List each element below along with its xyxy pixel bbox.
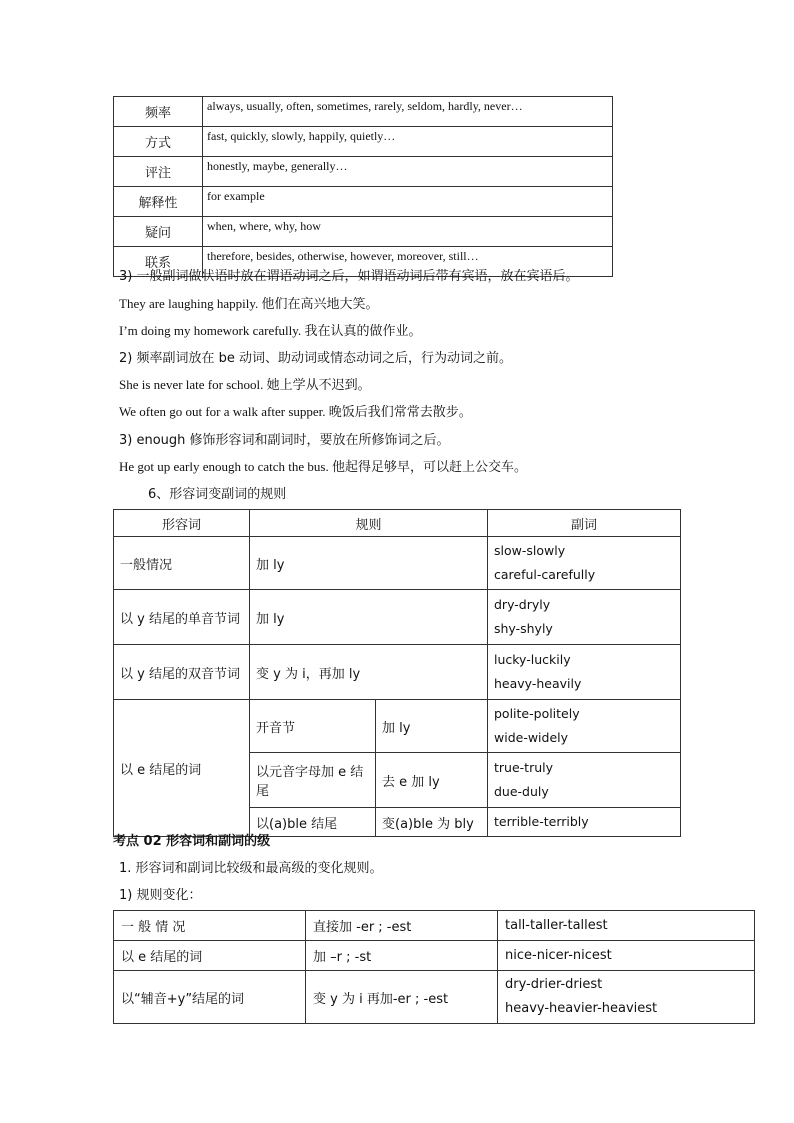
example-sentence: He got up early enough to catch the bus. 他起得足够早，可以赶上公交车。	[119, 459, 527, 474]
adj-type: 以 e 结尾的词	[114, 700, 250, 837]
table-row	[114, 911, 755, 941]
example-sentence: I’m doing my homework carefully. 我在认真的做作业。	[119, 323, 422, 338]
example: terrible-terribly	[494, 814, 589, 829]
example-sentence: She is never late for school. 她上学从不迟到。	[119, 377, 371, 392]
example: heavy-heavier-heaviest	[505, 1001, 658, 1016]
section-heading: 6、形容词变副词的规则	[148, 487, 287, 502]
category-label: 疑问	[114, 217, 203, 247]
examples	[498, 941, 755, 971]
table-row	[114, 217, 613, 247]
rule: 加 –r ; -st	[306, 941, 498, 971]
adj-type: 一般情况	[114, 537, 250, 590]
example: due-duly	[494, 784, 549, 799]
rule: 变(a)ble 为 bly	[376, 808, 488, 837]
examples	[498, 971, 755, 1024]
examples	[488, 700, 681, 753]
category-examples: when, where, why, how	[203, 217, 613, 247]
category-examples: therefore, besides, otherwise, however, moreover, still…	[203, 247, 613, 277]
example: shy-shyly	[494, 621, 553, 636]
category-examples: for example	[203, 187, 613, 217]
adverb-category-table	[113, 96, 613, 277]
category-label: 解释性	[114, 187, 203, 217]
table-row	[114, 157, 613, 187]
word-type: 一 般 情 况	[114, 911, 306, 941]
example: slow-slowly	[494, 543, 566, 558]
adj-type: 以 y 结尾的双音节词	[114, 645, 250, 700]
category-label: 联系	[114, 247, 203, 277]
example: dry-drier-driest	[505, 977, 603, 992]
sub-condition: 以(a)ble 结尾	[250, 808, 376, 837]
example: heavy-heavily	[494, 676, 582, 691]
examples	[488, 590, 681, 645]
examples	[488, 808, 681, 837]
category-examples: honestly, maybe, generally…	[203, 157, 613, 187]
rule: 变 y 为 i 再加-er ; -est	[306, 971, 498, 1024]
table-row	[114, 700, 681, 753]
column-header: 形容词	[114, 510, 250, 537]
adj-type: 以 y 结尾的单音节词	[114, 590, 250, 645]
example-sentence: They are laughing happily. 他们在高兴地大笑。	[119, 296, 379, 311]
examples	[488, 537, 681, 590]
table-row	[114, 97, 613, 127]
sub-condition: 开音节	[250, 700, 376, 753]
rule-text: 3) enough 修饰形容词和副词时，要放在所修饰词之后。	[119, 433, 450, 448]
example: true-truly	[494, 760, 553, 775]
table-header-row	[114, 510, 681, 537]
rule-text: 1) 规则变化：	[119, 888, 202, 903]
table-row	[114, 645, 681, 700]
example: polite-politely	[494, 706, 580, 721]
category-label: 频率	[114, 97, 203, 127]
word-type: 以“辅音+y”结尾的词	[114, 971, 306, 1024]
column-header: 规则	[250, 510, 488, 537]
rule: 变 y 为 i，再加 ly	[250, 645, 488, 700]
category-label: 方式	[114, 127, 203, 157]
table-row	[114, 971, 755, 1024]
examples	[488, 645, 681, 700]
category-examples: fast, quickly, slowly, happily, quietly…	[203, 127, 613, 157]
rule: 加 ly	[376, 700, 488, 753]
table-row	[114, 537, 681, 590]
table-row	[114, 127, 613, 157]
rule-text: 2) 频率副词放在 be 动词、助动词或情态动词之后，行为动词之前。	[119, 351, 512, 366]
table-row	[114, 941, 755, 971]
comparison-table	[113, 910, 755, 1024]
table-row	[114, 187, 613, 217]
adj-to-adv-table	[113, 509, 681, 837]
word-type: 以 e 结尾的词	[114, 941, 306, 971]
column-header: 副词	[488, 510, 681, 537]
section-title: 考点 02 形容词和副词的级	[113, 834, 271, 849]
example: nice-nicer-nicest	[505, 948, 612, 963]
example-sentence: We often go out for a walk after supper. 晚饭后我们常常去散步。	[119, 404, 472, 419]
rule: 直接加 -er ; -est	[306, 911, 498, 941]
sub-condition: 以元音字母加 e 结尾	[250, 753, 376, 808]
example: dry-dryly	[494, 597, 551, 612]
rule-text: 1. 形容词和副词比较级和最高级的变化规则。	[119, 861, 383, 876]
examples	[498, 911, 755, 941]
rule: 加 ly	[250, 590, 488, 645]
rule: 去 e 加 ly	[376, 753, 488, 808]
example: lucky-luckily	[494, 652, 571, 667]
examples	[488, 753, 681, 808]
table-row	[114, 590, 681, 645]
example: careful-carefully	[494, 567, 596, 582]
rule: 加 ly	[250, 537, 488, 590]
example: tall-taller-tallest	[505, 918, 608, 933]
category-examples: always, usually, often, sometimes, rarely, seldom, hardly, never…	[203, 97, 613, 127]
example: wide-widely	[494, 730, 569, 745]
category-label: 评注	[114, 157, 203, 187]
rule-text: 3) 一般副词做状语时放在谓语动词之后，如谓语动词后带有宾语，放在宾语后。	[119, 269, 579, 284]
